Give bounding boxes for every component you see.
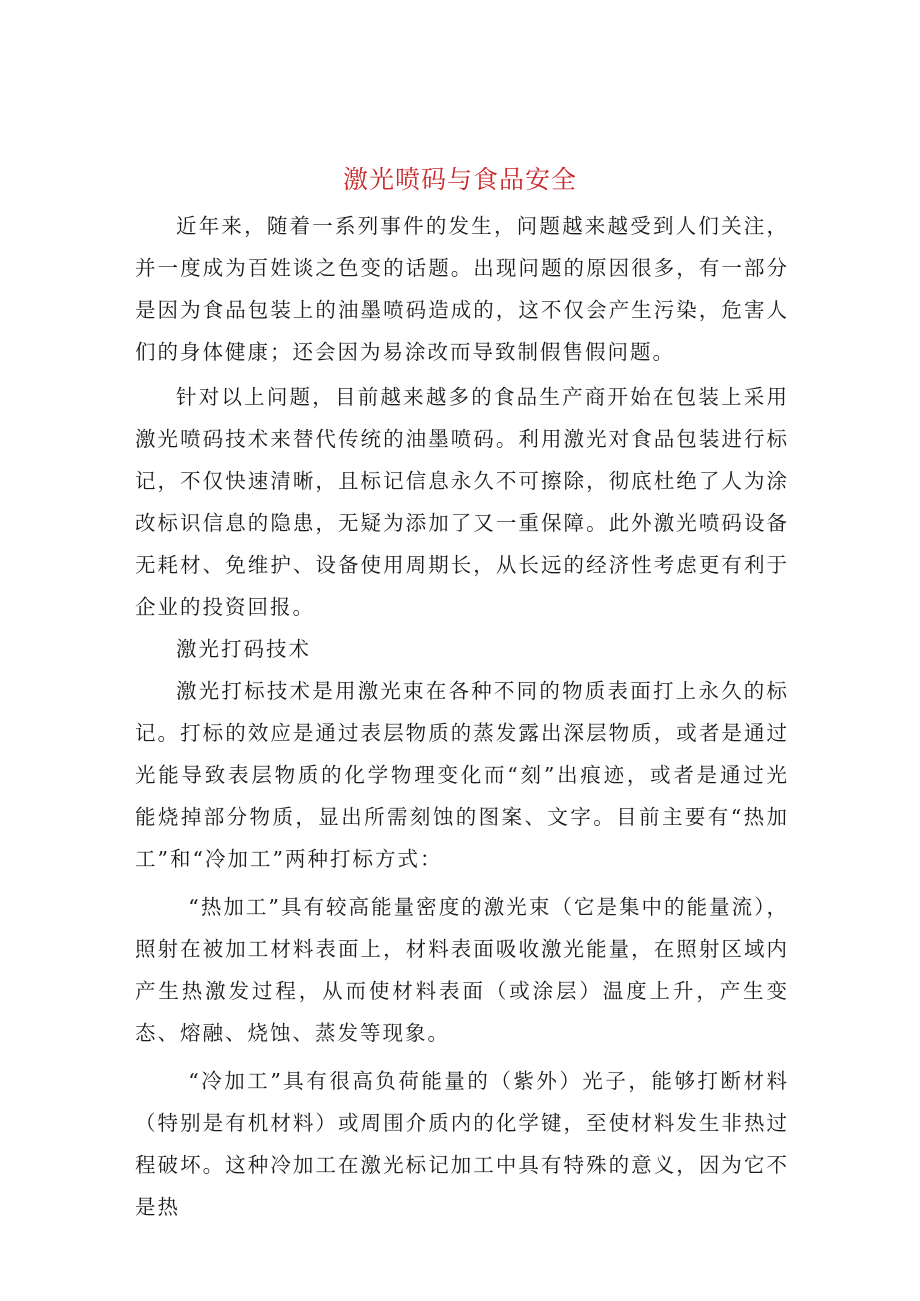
paragraph-laser-coding: 针对以上问题，目前越来越多的食品生产商开始在包装上采用激光喷码技术来替代传统的油墨喷码。利用激光对食品包装进行标记，不仅快速清晰，且标记信息永久不可擦除，彻底杜绝了人为涂改标识信息的隐患，无疑为添加了又一重保障。此外激光喷码设备无耗材、免维护、设备使用周期长，从长远的经济性考虑更有利于企业的投资回报。 [135,385,789,619]
paragraph-marking-technology: 激光打标技术是用激光束在各种不同的物质表面打上永久的标记。打标的效应是通过表层物质的蒸发露出深层物质，或者是通过光能导致表层物质的化学物理变化而“刻”出痕迹，或者是通过光能烧掉部分物质，显出所需刻蚀的图案、文字。目前主要有“热加工”和“冷加工”两种打标方式： [135,679,789,871]
section-heading: 激光打码技术 [176,637,311,661]
paragraph-hot-processing: “热加工”具有较高能量密度的激光束（它是集中的能量流），照射在被加工材料表面上，材料表面吸收激光能量，在照射区域内产生热激发过程，从而使材料表面（或涂层）温度上升，产生变态、熔融、烧蚀、蒸发等现象。 [135,895,789,1045]
document-body [135,205,789,1228]
paragraph-cold-processing: “冷加工”具有很高负荷能量的（紫外）光子，能够打断材料（特别是有机材料）或周围介质内的化学键，至使材料发生非热过程破坏。这种冷加工在激光标记加工中具有特殊的意义，因为它不是热 [135,1069,789,1219]
paragraph-intro: 近年来，随着一系列事件的发生，问题越来越受到人们关注，并一度成为百姓谈之色变的话题。出现问题的原因很多，有一部分是因为食品包装上的油墨喷码造成的，这不仅会产生污染，危害人们的身体健康；还会因为易涂改而导致制假售假问题。 [135,214,789,364]
document-title: 激光喷码与食品安全 [342,165,577,194]
